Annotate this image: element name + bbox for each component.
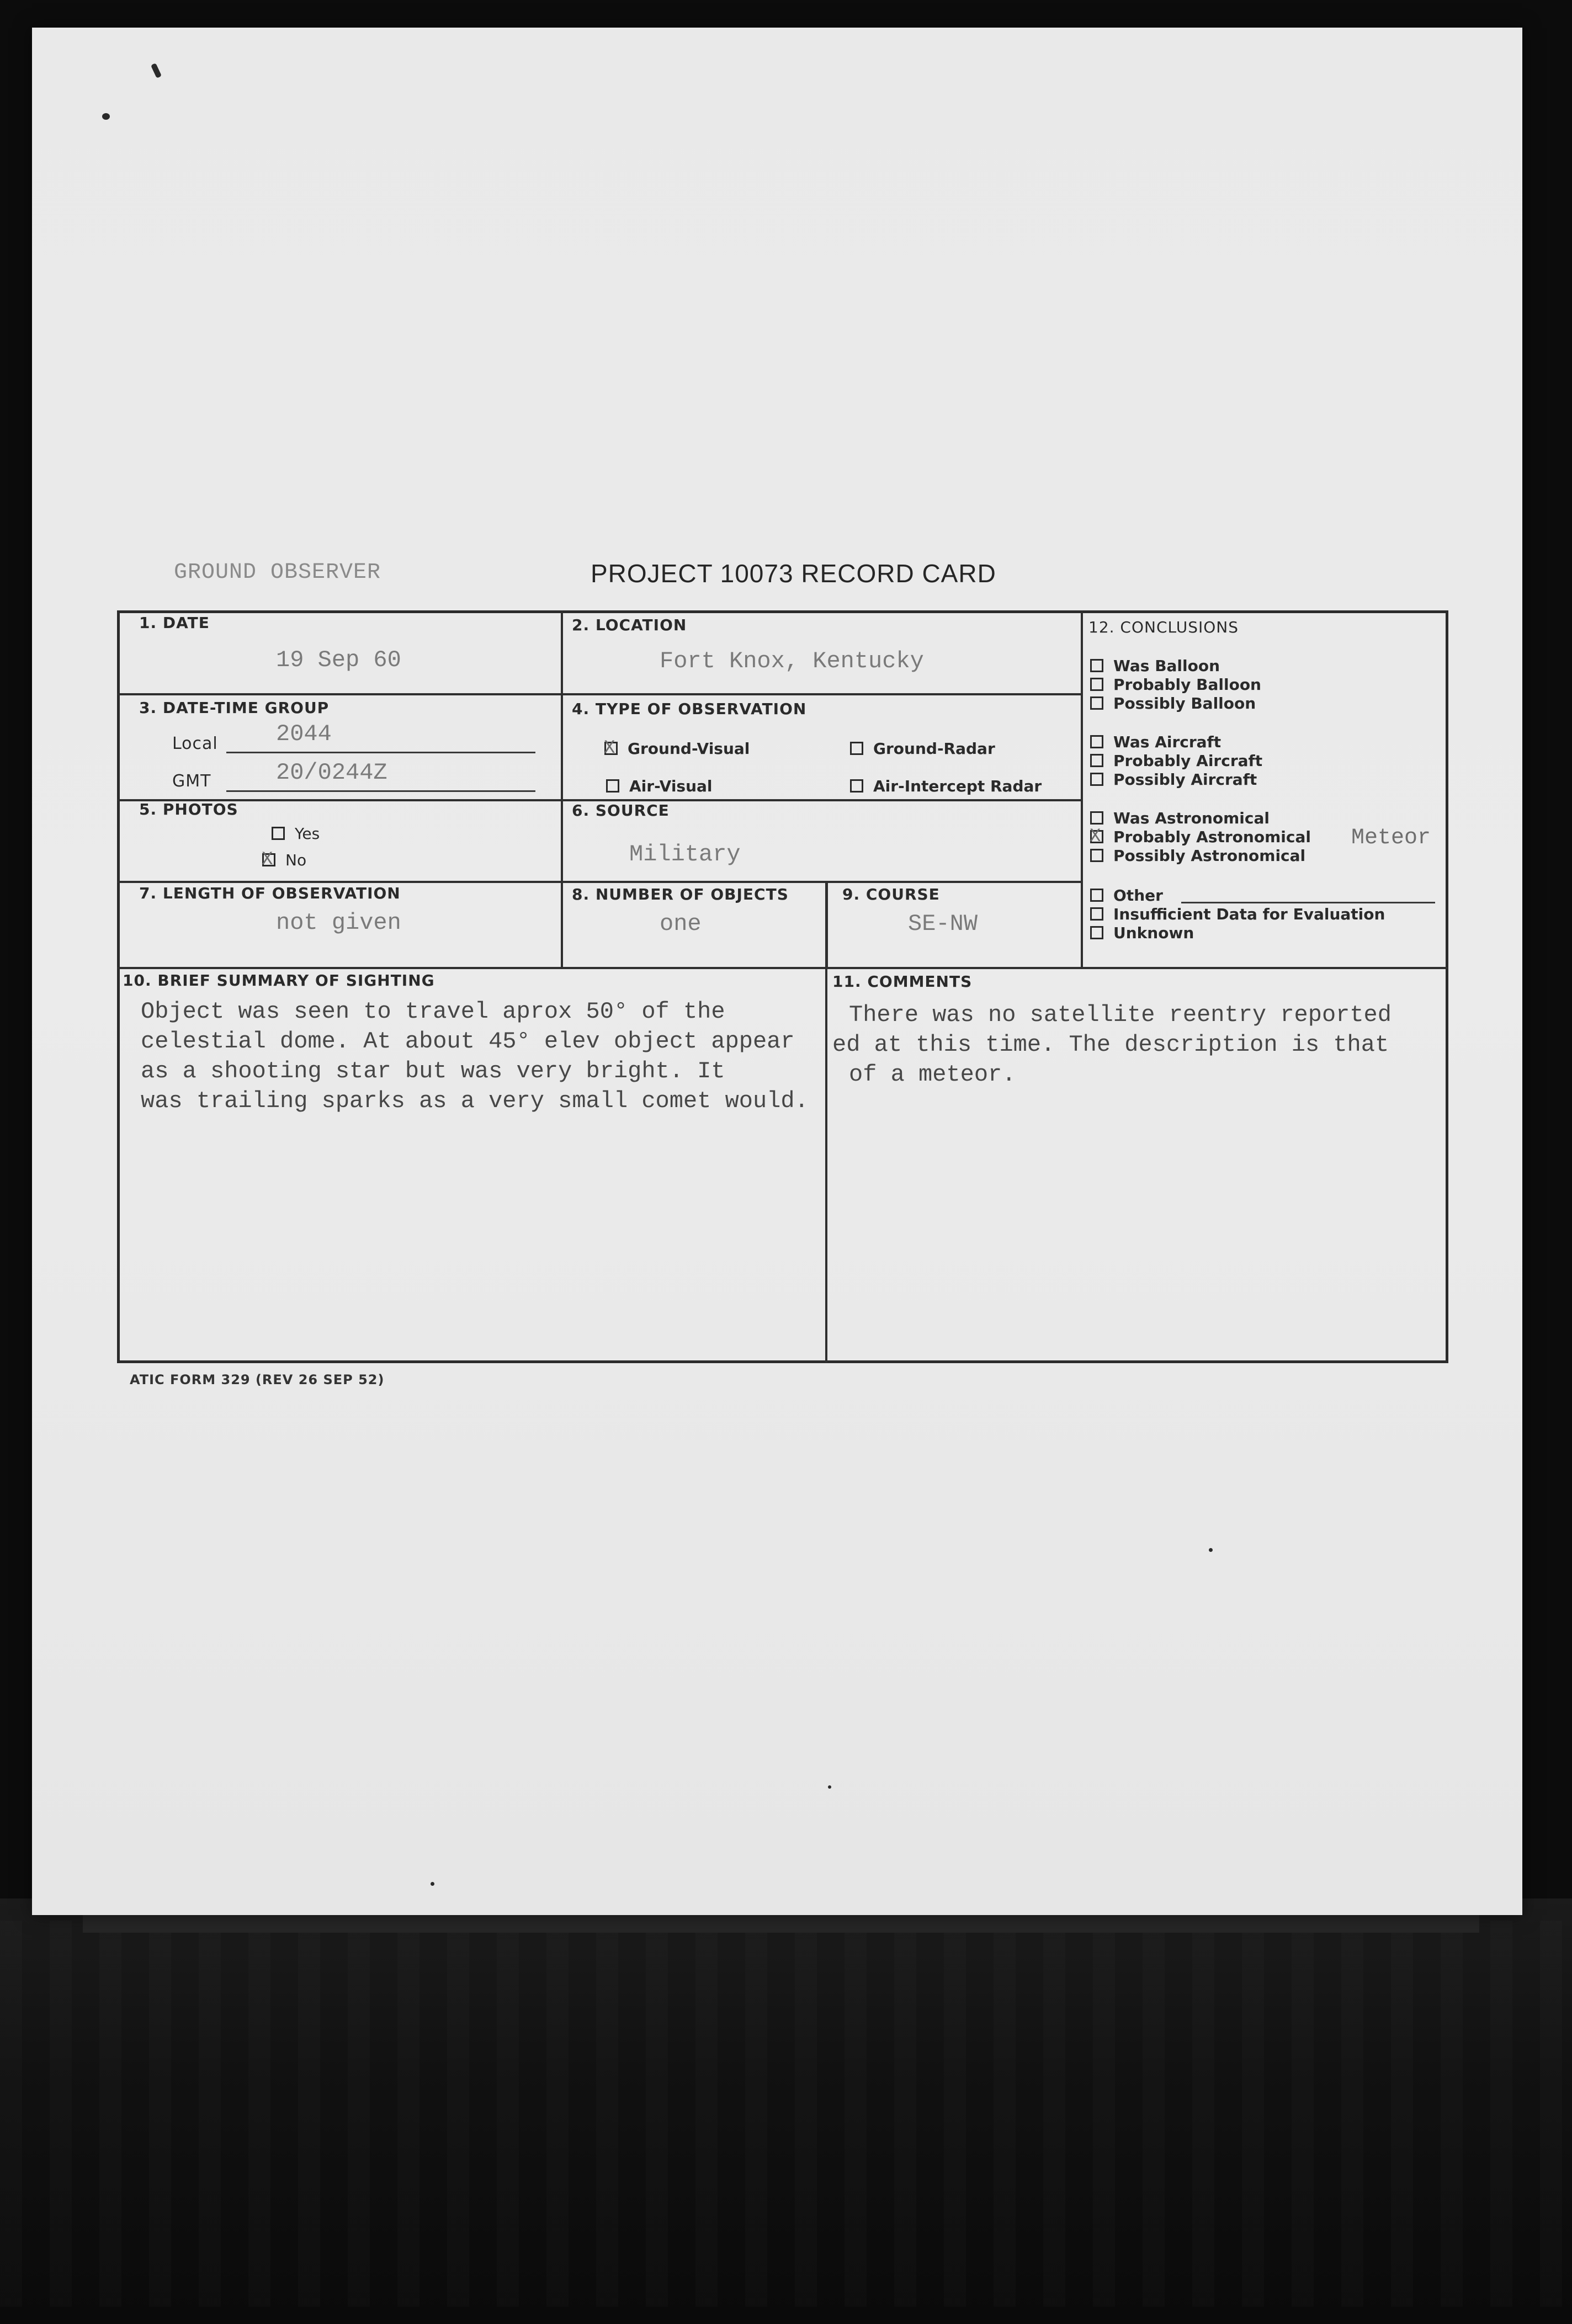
conclusion-insufficient-data <box>1090 905 1385 923</box>
checkbox-was-astronomical <box>1090 811 1103 825</box>
conclusion-was-astronomical <box>1090 809 1270 827</box>
conclusion-possibly-balloon <box>1090 694 1256 712</box>
course-label: 9. COURSE <box>842 885 940 903</box>
option-photos-no <box>262 851 306 869</box>
paper-shadow <box>83 1914 1479 1933</box>
summary-line: Object was seen to travel aprox 50° of the <box>141 998 725 1025</box>
conclusion-was-balloon-text: Was Balloon <box>1113 657 1220 675</box>
conclusion-was-balloon <box>1090 657 1220 675</box>
conclusion-other-text: Other <box>1113 886 1163 905</box>
dust-speck <box>828 1785 831 1789</box>
checkbox-was-balloon <box>1090 659 1103 672</box>
comments-line: of a meteor. <box>849 1061 1016 1088</box>
source-value: Military <box>629 841 741 868</box>
gmt-value: 20/0244Z <box>276 759 387 786</box>
ground-observer-stamp: GROUND OBSERVER <box>174 560 381 585</box>
source-label: 6. SOURCE <box>572 801 670 820</box>
dust-speck <box>1209 1548 1213 1552</box>
option-air-visual <box>606 777 713 795</box>
summary-line: was trailing sparks as a very small comet would. <box>141 1088 809 1114</box>
gmt-underline <box>226 790 535 792</box>
option-air-intercept-radar-text: Air-Intercept Radar <box>873 777 1042 795</box>
conclusions-label: 12. CONCLUSIONS <box>1088 618 1239 636</box>
checkbox-air-visual <box>606 779 619 793</box>
grid-line <box>117 967 1448 969</box>
conclusion-probably-astronomical-text: Probably Astronomical <box>1113 828 1311 846</box>
option-photos-no-text: No <box>285 851 307 869</box>
conclusion-probably-balloon-text: Probably Balloon <box>1113 676 1261 694</box>
location-value: Fort Knox, Kentucky <box>660 648 924 674</box>
checkbox-photos-no <box>262 853 275 866</box>
length-label: 7. LENGTH OF OBSERVATION <box>139 884 401 902</box>
option-photos-yes-text: Yes <box>295 825 320 843</box>
checkbox-air-intercept-radar <box>850 779 863 793</box>
local-time-value: 2044 <box>276 721 332 747</box>
conclusion-probably-balloon <box>1090 676 1261 694</box>
option-air-intercept-radar <box>850 777 1042 795</box>
checkbox-ground-visual <box>604 742 618 755</box>
option-ground-radar-text: Ground-Radar <box>873 740 995 758</box>
checkbox-probably-astronomical <box>1090 830 1103 843</box>
checkbox-probably-aircraft <box>1090 754 1103 767</box>
checkbox-unknown <box>1090 926 1103 939</box>
conclusion-possibly-balloon-text: Possibly Balloon <box>1113 694 1256 712</box>
gmt-label: GMT <box>172 772 211 791</box>
option-ground-radar <box>850 740 995 758</box>
photos-label: 5. PHOTOS <box>139 800 238 818</box>
date-label: 1. DATE <box>139 614 210 632</box>
comments-line: ed at this time. The description is that <box>832 1031 1389 1058</box>
date-value: 19 Sep 60 <box>276 647 401 673</box>
other-underline <box>1181 902 1435 903</box>
grid-line <box>1081 610 1083 968</box>
dtg-label: 3. DATE-TIME GROUP <box>139 699 330 717</box>
checkbox-probably-balloon <box>1090 678 1103 691</box>
conclusion-was-aircraft-text: Was Aircraft <box>1113 733 1222 751</box>
checkbox-insufficient-data <box>1090 907 1103 921</box>
checkbox-ground-radar <box>850 742 863 755</box>
grid-line <box>561 610 563 967</box>
conclusion-insufficient-data-text: Insufficient Data for Evaluation <box>1113 905 1385 923</box>
observation-type-label: 4. TYPE OF OBSERVATION <box>572 700 807 718</box>
checkbox-was-aircraft <box>1090 735 1103 748</box>
conclusion-possibly-aircraft-text: Possibly Aircraft <box>1113 770 1257 789</box>
form-number: ATIC FORM 329 (REV 26 SEP 52) <box>130 1372 385 1387</box>
option-air-visual-text: Air-Visual <box>629 777 713 795</box>
location-label: 2. LOCATION <box>572 616 687 634</box>
film-ghost <box>0 1921 1572 2307</box>
grid-line <box>117 881 1082 883</box>
local-underline <box>226 752 535 753</box>
conclusion-possibly-astronomical-text: Possibly Astronomical <box>1113 847 1306 865</box>
comments-line: There was no satellite reentry reported <box>849 1002 1392 1028</box>
meteor-annotation: Meteor <box>1351 826 1431 850</box>
conclusion-probably-astronomical <box>1090 828 1311 846</box>
checkbox-possibly-balloon <box>1090 696 1103 710</box>
option-photos-yes <box>272 825 320 843</box>
summary-line: celestial dome. At about 45° elev object appear <box>141 1028 795 1055</box>
checkbox-possibly-astronomical <box>1090 849 1103 862</box>
summary-label: 10. BRIEF SUMMARY OF SIGHTING <box>123 971 435 990</box>
local-label: Local <box>172 734 218 753</box>
conclusion-possibly-astronomical <box>1090 847 1305 865</box>
conclusion-was-aircraft <box>1090 733 1221 751</box>
conclusion-possibly-aircraft <box>1090 770 1257 789</box>
conclusion-unknown <box>1090 924 1194 942</box>
conclusion-other <box>1090 886 1163 905</box>
grid-line <box>117 693 1082 695</box>
length-value: not given <box>276 910 401 936</box>
conclusion-probably-aircraft-text: Probably Aircraft <box>1113 752 1263 770</box>
objects-value: one <box>660 911 702 937</box>
objects-label: 8. NUMBER OF OBJECTS <box>572 885 789 903</box>
comments-label: 11. COMMENTS <box>832 972 973 991</box>
grid-line <box>826 882 828 968</box>
summary-line: as a shooting star but was very bright. It <box>141 1058 725 1084</box>
checkbox-possibly-aircraft <box>1090 773 1103 786</box>
film-band <box>0 1898 1572 2324</box>
option-ground-visual <box>604 740 750 758</box>
conclusion-was-astronomical-text: Was Astronomical <box>1113 809 1270 827</box>
dust-speck <box>102 113 110 120</box>
course-value: SE-NW <box>908 911 978 937</box>
dust-speck <box>431 1882 434 1886</box>
card-title: PROJECT 10073 RECORD CARD <box>591 559 996 588</box>
checkbox-photos-yes <box>272 827 285 840</box>
conclusion-probably-aircraft <box>1090 752 1262 770</box>
option-ground-visual-text: Ground-Visual <box>628 740 750 758</box>
conclusion-unknown-text: Unknown <box>1113 924 1194 942</box>
checkbox-other <box>1090 889 1103 902</box>
